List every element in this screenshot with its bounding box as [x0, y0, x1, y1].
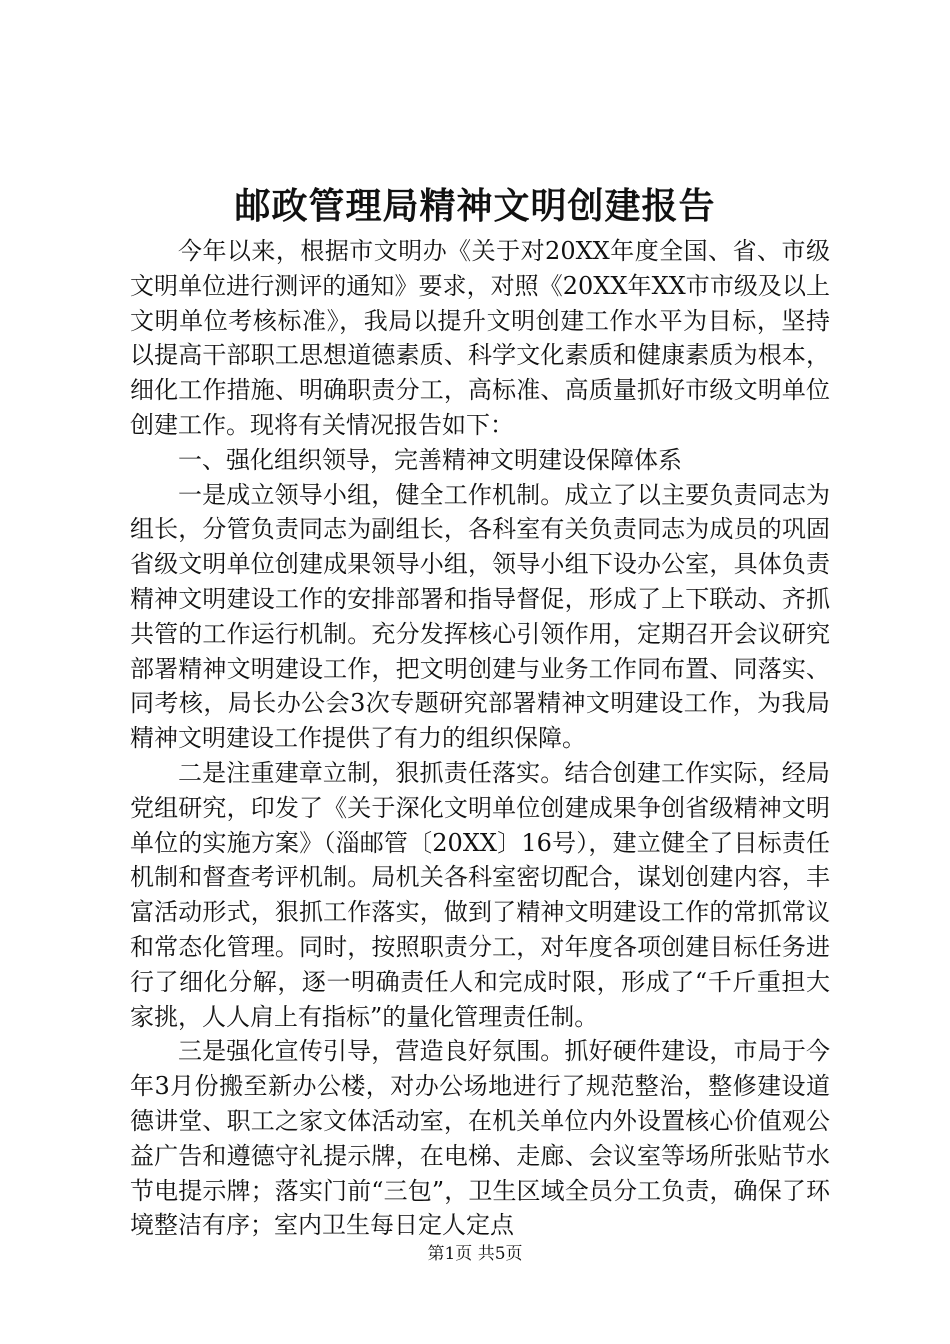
- paragraph-rules-system: 二是注重建章立制，狠抓责任落实。结合创建工作实际，经局党组研究，印发了《关于深化文明单位创建成果争创省级精神文明单位的实施方案》（淄邮管〔20XX〕16号），建立健全了目标责任机制和督查考评机制。局机关各科室密切配合，谋划创建内容，丰富活动形式，狠抓工作落实，做到了精神文明建设工作的常抓常议和常态化管理。同时，按照职责分工，对年度各项创建目标任务进行了细化分解，逐一明确责任人和完成时限，形成了“千斤重担大家挑，人人肩上有指标”的量化管理责任制。: [130, 758, 830, 1031]
- document-body: [130, 234, 830, 1243]
- section-heading-1: 一、强化组织领导，完善精神文明建设保障体系: [178, 445, 682, 474]
- paragraph-leadership-group: 一是成立领导小组，健全工作机制。成立了以主要负责同志为组长，分管负责同志为副组长，各科室有关负责同志为成员的巩固省级文明单位创建成果领导小组，领导小组下设办公室，具体负责精神文明建设工作的安排部署和指导督促，形成了上下联动、齐抓共管的工作运行机制。充分发挥核心引领作用，定期召开会议研究部署精神文明建设工作，把文明创建与业务工作同布置、同落实、同考核，局长办公会3次专题研究部署精神文明建设工作，为我局精神文明建设工作提供了有力的组织保障。: [130, 480, 830, 753]
- document-title: 邮政管理局精神文明创建报告: [234, 185, 716, 227]
- paragraph-publicity: 三是强化宣传引导，营造良好氛围。抓好硬件建设，市局于今年3月份搬至新办公楼，对办公场地进行了规范整治，整修建设道德讲堂、职工之家文体活动室，在机关单位内外设置核心价值观公益广告和遵德守礼提示牌，在电梯、走廊、会议室等场所张贴节水节电提示牌；落实门前“三包”，卫生区域全员分工负责，确保了环境整洁有序；室内卫生每日定人定点: [130, 1037, 830, 1240]
- paragraph-intro: 今年以来，根据市文明办《关于对20XX年度全国、省、市级文明单位进行测评的通知》要求，对照《20XX年XX市市级及以上文明单位考核标准》，我局以提升文明创建工作水平为目标，坚持以提高干部职工思想道德素质、科学文化素质和健康素质为根本，细化工作措施、明确职责分工，高标准、高质量抓好市级文明单位创建工作。现将有关情况报告如下：: [130, 237, 830, 439]
- page-number-footer: 第1页 共5页: [427, 1244, 523, 1264]
